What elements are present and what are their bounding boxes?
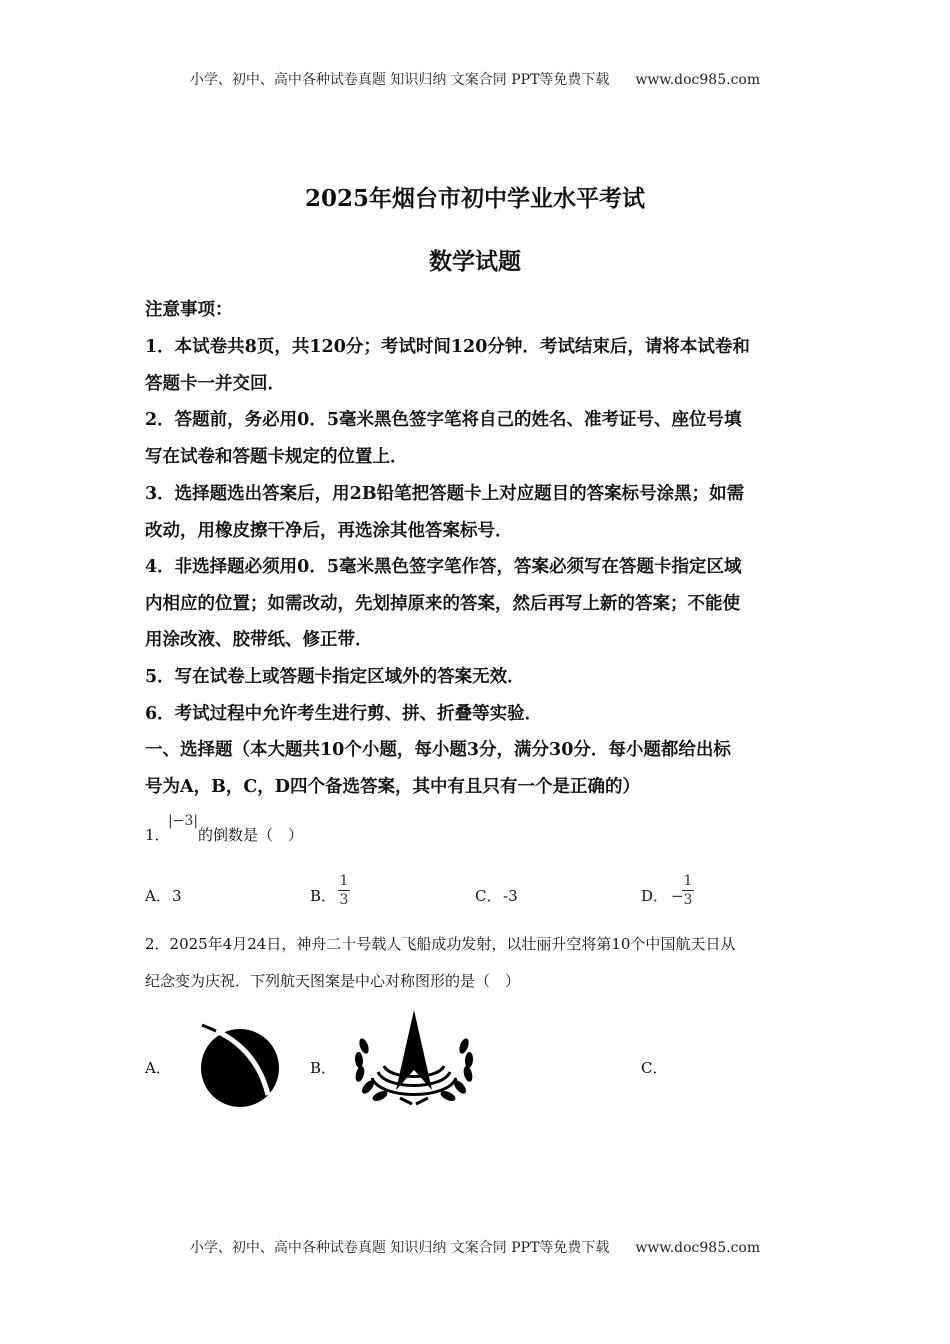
exam-subtitle: 数学试题 xyxy=(429,248,521,275)
notice-line: 6．考试过程中允许考生进行剪、拼、折叠等实验． xyxy=(145,704,543,724)
page-header xyxy=(0,69,950,89)
q1-stem: 的倒数是（ ） xyxy=(198,826,304,844)
header-text: 小学、初中、高中各种试卷真题 知识归纳 文案合同 PPT等免费下载 xyxy=(189,72,610,88)
q1-option-d-numerator: 1 xyxy=(683,873,693,889)
q2-stem-line2: 纪念变为庆祝．下列航天图案是中心对称图形的是（ ） xyxy=(145,972,521,990)
q1-option-b-numerator: 1 xyxy=(339,873,349,889)
notice-line: 改动，用橡皮擦干净后，再选涂其他答案标号． xyxy=(145,521,513,541)
q1-abs-expression: |−3| xyxy=(168,813,199,829)
notice-line: 4．非选择题必须用0．5毫米黑色签字笔作答，答案必须写在答题卡指定区域 xyxy=(145,557,742,577)
q1-option-d-fraction xyxy=(682,873,694,908)
section-heading-line2: 号为A，B，C，D四个备选答案，其中有且只有一个是正确的） xyxy=(145,777,640,797)
q1-option-b-fraction xyxy=(338,873,350,908)
q1-option-a: 3 xyxy=(172,887,182,905)
q1-option-b-label: B． xyxy=(310,887,337,905)
notice-line: 写在试卷和答题卡规定的位置上． xyxy=(145,447,408,467)
q2-option-b-emblem-icon xyxy=(350,1008,478,1108)
q1-option-d-sign: − xyxy=(671,887,684,905)
q1-option-d-denominator: 3 xyxy=(683,892,693,908)
exam-title: 2025年烟台市初中学业水平考试 xyxy=(304,185,645,212)
page-footer xyxy=(0,1237,950,1257)
notice-line: 内相应的位置；如需改动，先划掉原来的答案，然后再写上新的答案；不能使 xyxy=(145,594,740,614)
notice-line: 答题卡一并交回． xyxy=(145,374,285,394)
section-heading-line1: 一、选择题（本大题共10个小题，每小题3分，满分30分．每小题都给出标 xyxy=(145,740,731,760)
notice-line: 3．选择题选出答案后，用2B铅笔把答题卡上对应题目的答案标号涂黑；如需 xyxy=(145,484,745,504)
footer-url[interactable]: www.doc985.com xyxy=(635,1240,761,1256)
footer-text: 小学、初中、高中各种试卷真题 知识归纳 文案合同 PPT等免费下载 xyxy=(189,1240,610,1256)
notice-heading: 注意事项： xyxy=(145,300,233,320)
notice-line: 5．写在试卷上或答题卡指定区域外的答案无效． xyxy=(145,667,525,687)
header-url[interactable]: www.doc985.com xyxy=(635,72,761,88)
notice-line: 2．答题前，务必用0．5毫米黑色签字笔将自己的姓名、准考证号、座位号填 xyxy=(145,410,742,430)
q1-option-c-label: C． xyxy=(475,887,502,905)
q2-option-c-label: C． xyxy=(641,1059,668,1077)
q1-option-b-denominator: 3 xyxy=(339,892,349,908)
q1-number: 1． xyxy=(145,826,170,844)
q2-option-b-label: B． xyxy=(310,1059,337,1077)
q2-stem-line1: 2．2025年4月24日，神舟二十号载人飞船成功发射，以壮丽升空将第10个中国航天日从 xyxy=(145,935,736,953)
q2-option-a-label: A． xyxy=(145,1059,171,1077)
notice-line: 用涂改液、胶带纸、修正带． xyxy=(145,630,373,650)
q1-option-d-label: D． xyxy=(641,887,669,905)
q1-option-a-label: A． xyxy=(145,887,171,905)
notice-line: 1．本试卷共8页，共120分；考试时间120分钟．考试结束后，请将本试卷和 xyxy=(145,337,750,357)
q1-option-c: -3 xyxy=(503,887,518,905)
q2-option-a-emblem-icon xyxy=(198,1023,282,1109)
